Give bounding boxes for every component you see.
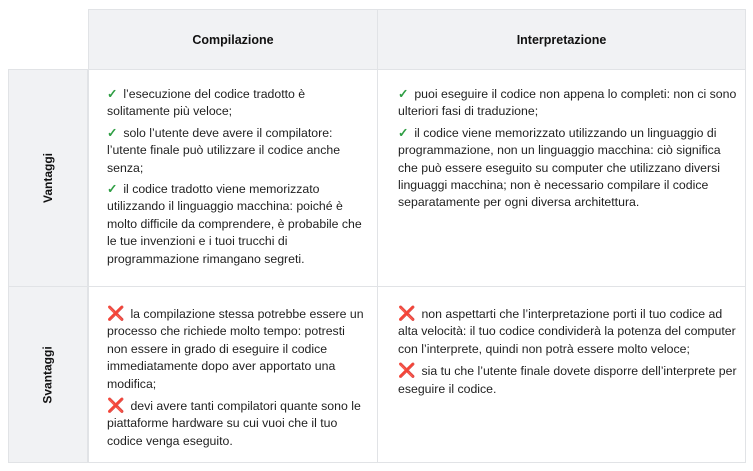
cell-svantaggi-interpretazione <box>377 286 746 463</box>
row-header-label: Svantaggi <box>40 345 55 404</box>
cell-svantaggi-compilazione <box>88 286 378 463</box>
column-header-label: Compilazione <box>192 32 274 47</box>
list-item <box>107 86 365 121</box>
item-text: la compilazione stessa potrebbe essere un processo che richiede molto tempo: potresti non essere in grado di eseguire il codice immediatamente dopo aver apportato una modifica; <box>107 307 364 391</box>
item-text: solo l’utente deve avere il compilatore: l’utente finale può utilizzare il codice anche senza; <box>107 125 341 175</box>
list-item <box>398 362 737 398</box>
item-text: l’esecuzione del codice tradotto è solitamente più veloce; <box>107 87 306 119</box>
list-item <box>107 305 365 393</box>
check-icon: ✓ <box>107 182 118 197</box>
check-icon: ✓ <box>107 125 118 140</box>
cell-vantaggi-compilazione <box>88 69 378 287</box>
item-text: il codice viene memorizzato utilizzando un linguaggio di programmazione, non un linguaggio macchina: ciò significa che può essere eseguito su computer che utilizzano diversi linguaggi macchina; non è necessario compilare il codice separatamente per ogni diversa architettura. <box>398 125 721 210</box>
item-text: devi avere tanti compilatori quante sono le piattaforme hardware su cui vuoi che il tuo codice venga eseguito. <box>107 399 361 448</box>
column-header-compilazione <box>88 9 378 70</box>
column-header-interpretazione <box>377 9 746 70</box>
list-item <box>398 125 737 212</box>
check-icon: ✓ <box>398 125 409 140</box>
list-item <box>107 397 365 450</box>
item-text: il codice tradotto viene memorizzato utilizzando il linguaggio macchina: poiché è molto difficile da comprendere, è probabile che le tue invenzioni e i tuoi trucchi di programmazione rimangano segreti. <box>107 182 362 266</box>
item-text: sia tu che l’utente finale dovete disporre dell’interprete per eseguire il codice. <box>398 364 737 396</box>
row-header-vantaggi <box>8 69 88 287</box>
cell-vantaggi-interpretazione <box>377 69 746 287</box>
comparison-table <box>8 9 746 463</box>
cross-icon: ❌ <box>398 305 416 321</box>
table-corner <box>8 9 88 70</box>
column-header-label: Interpretazione <box>516 32 607 47</box>
cross-icon: ❌ <box>398 362 416 379</box>
list-item <box>398 86 737 121</box>
row-header-svantaggi <box>8 286 88 463</box>
list-item <box>107 125 365 177</box>
item-text: puoi eseguire il codice non appena lo completi: non ci sono ulteriori fasi di traduzione; <box>398 87 737 119</box>
list-item <box>398 305 737 358</box>
cross-icon: ❌ <box>107 397 125 414</box>
item-text: non aspettarti che l’interpretazione porti il tuo codice ad alta velocità: il tuo codice condividerà la potenza del computer con l’interprete, quindi non potrà essere molto veloce; <box>398 307 736 356</box>
check-icon: ✓ <box>107 87 118 101</box>
cross-icon: ❌ <box>107 305 125 321</box>
row-header-label: Vantaggi <box>40 152 55 204</box>
list-item <box>107 181 365 268</box>
check-icon: ✓ <box>398 87 409 101</box>
